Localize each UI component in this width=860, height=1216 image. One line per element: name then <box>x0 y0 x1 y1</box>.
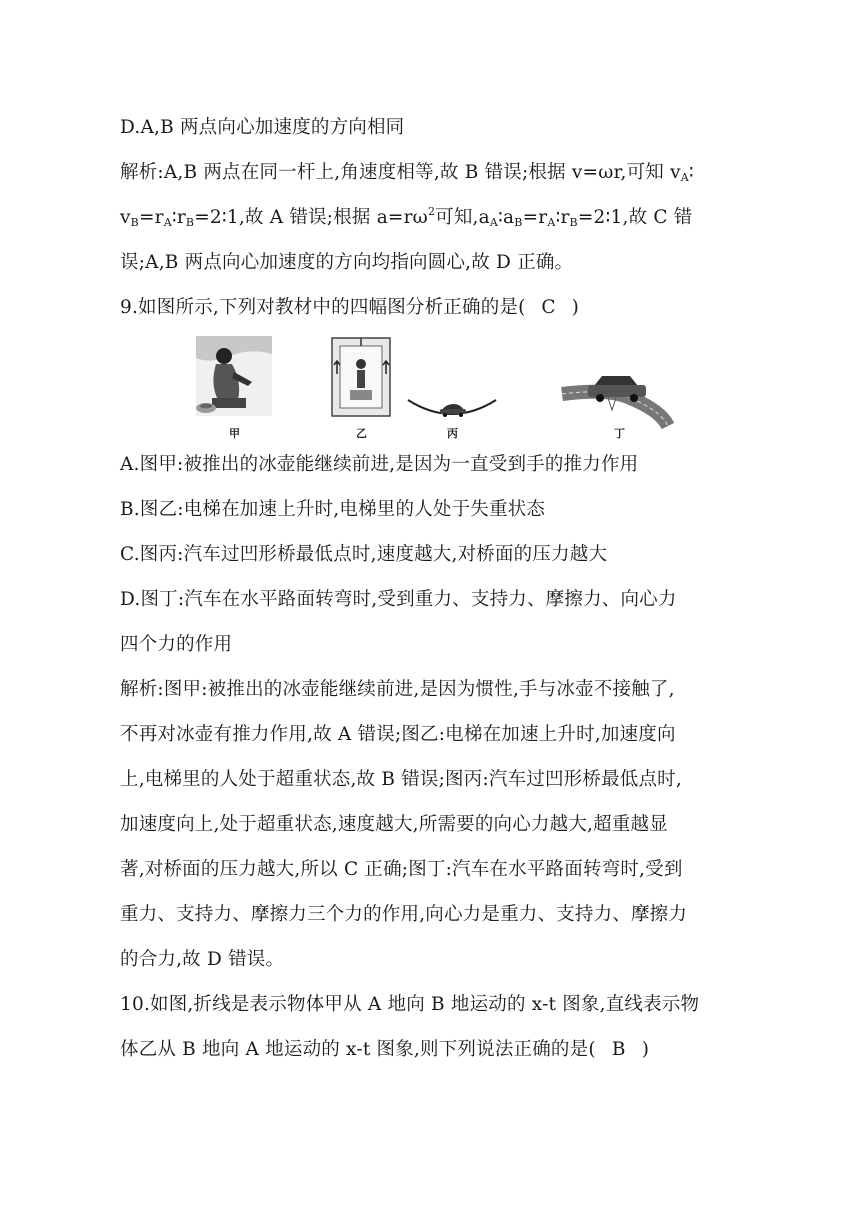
q9-option-a: A.图甲:被推出的冰壶能继续前进,是因为一直受到手的推力作用 <box>120 454 639 475</box>
stem-text: 9.如图所示,下列对教材中的四幅图分析正确的是( <box>120 297 526 318</box>
curling-illustration <box>196 336 272 416</box>
q9-option-b: B.图乙:电梯在加速上升时,电梯里的人处于失重状态 <box>120 499 546 520</box>
q9-option-d-line-1: D.图丁:汽车在水平路面转弯时,受到重力、支持力、摩擦力、向心力 <box>120 589 677 610</box>
concave-bridge-illustration <box>408 400 496 417</box>
subscript: A <box>547 216 556 229</box>
q8-option-d: D.A,B 两点向心加速度的方向相同 <box>120 117 405 138</box>
turning-car-illustration <box>562 376 668 426</box>
q9-figure <box>190 334 680 442</box>
text: =r <box>522 207 548 228</box>
subscript: A <box>489 216 499 229</box>
q9-analysis-line-7: 的合力,故 D 错误。 <box>120 949 285 970</box>
text: 解析:A,B 两点在同一杆上,角速度相等,故 B 错误;根据 v=ωr,可知 v <box>120 162 681 183</box>
stem-end: ) <box>641 1039 650 1060</box>
figure-label-ding: 丁 <box>614 427 625 440</box>
figure-label-jia: 甲 <box>229 427 240 440</box>
q10-stem-line-2 <box>120 1038 649 1062</box>
text: ∶r <box>555 207 570 228</box>
q9-analysis-line-1: 解析:图甲:被推出的冰壶能继续前进,是因为惯性,手与冰壶不接触了, <box>120 679 675 700</box>
figure-label-yi: 乙 <box>356 427 367 440</box>
text: ∶ <box>688 162 694 183</box>
text: ∶a <box>498 207 515 228</box>
q9-stem <box>120 296 579 320</box>
subscript: B <box>185 216 195 229</box>
q8-analysis-line-1 <box>120 161 694 185</box>
q10-answer: B <box>611 1039 626 1060</box>
q9-figure-illustrations <box>190 334 680 442</box>
q9-option-c: C.图丙:汽车过凹形桥最低点时,速度越大,对桥面的压力越大 <box>120 544 608 565</box>
q10-stem-line-1: 10.如图,折线是表示物体甲从 A 地向 B 地运动的 x-t 图象,直线表示物 <box>120 994 700 1015</box>
q9-analysis-line-4: 加速度向上,处于超重状态,速度越大,所需要的向心力越大,超重越显 <box>120 814 668 835</box>
q9-analysis-line-2: 不再对冰壶有推力作用,故 A 错误;图乙:电梯在加速上升时,加速度向 <box>120 724 676 745</box>
figure-label-bing: 丙 <box>447 427 458 440</box>
text: =2∶1,故 A 错误;根据 a=rω <box>194 207 428 228</box>
q9-analysis-line-6: 重力、支持力、摩擦力三个力的作用,向心力是重力、支持力、摩擦力 <box>120 904 688 925</box>
subscript: B <box>130 216 139 229</box>
text: v <box>120 207 131 228</box>
text: =2∶1,故 C 错 <box>577 207 693 228</box>
subscript: B <box>569 216 578 229</box>
text: ∶r <box>171 207 186 228</box>
q9-analysis-line-3: 上,电梯里的人处于超重状态,故 B 错误;图丙:汽车过凹形桥最低点时, <box>120 769 682 790</box>
elevator-illustration <box>332 338 390 416</box>
q8-analysis-line-3: 误;A,B 两点向心加速度的方向均指向圆心,故 D 正确。 <box>120 252 574 273</box>
stem-end: ) <box>571 297 579 318</box>
q9-answer: C <box>541 297 556 318</box>
q9-analysis-line-5: 著,对桥面的压力越大,所以 C 正确;图丁:汽车在水平路面转弯时,受到 <box>120 859 683 880</box>
q8-analysis-line-2 <box>120 206 693 230</box>
text: 可知,a <box>435 207 490 228</box>
subscript: B <box>514 216 523 229</box>
text: =r <box>138 207 164 228</box>
stem-text: 体乙从 B 地向 A 地运动的 x-t 图象,则下列说法正确的是( <box>120 1039 596 1060</box>
subscript: A <box>680 171 689 184</box>
subscript: A <box>163 216 172 229</box>
q9-option-d-line-2: 四个力的作用 <box>120 634 233 655</box>
superscript: 2 <box>427 205 436 218</box>
